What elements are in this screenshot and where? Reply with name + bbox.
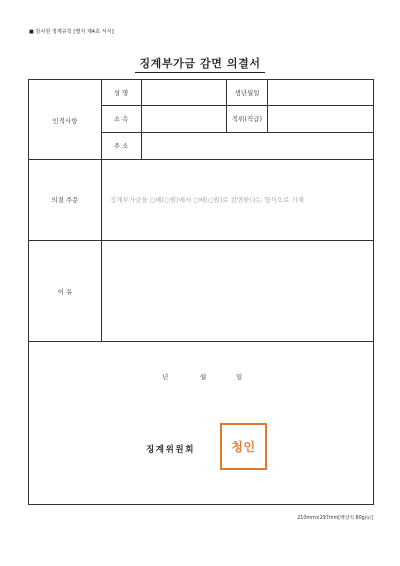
name-field[interactable] [142, 80, 226, 105]
reason-label: 이 유 [57, 288, 73, 296]
official-seal [220, 423, 267, 470]
decision-label: 의결 주문 [51, 196, 79, 204]
paper-spec: 210mm×297mm[백상지 80g/㎡] [297, 516, 373, 521]
document-title: 징계부가금 감면 의결서 [135, 57, 264, 73]
date-year-label: 년 [162, 373, 169, 381]
seal-text: 청인 [231, 440, 256, 454]
name-label: 성 명 [113, 89, 129, 97]
address-field[interactable] [142, 133, 373, 159]
reason-field[interactable] [102, 241, 373, 341]
position-label: 직위(직급) [231, 115, 263, 123]
date-day-label: 일 [236, 373, 243, 381]
mid-column-divider [226, 79, 227, 132]
separator-reason [28, 341, 374, 342]
birth-field[interactable] [268, 80, 373, 105]
date-month-label: 월 [200, 373, 207, 381]
position-field[interactable] [268, 106, 373, 132]
address-label: 주 소 [113, 142, 129, 150]
decision-field[interactable] [102, 160, 373, 240]
dept-label: 소 속 [113, 115, 129, 123]
dept-field[interactable] [142, 106, 226, 132]
birth-label: 생년월일 [234, 89, 260, 97]
decision-guide-text: 징계부가금을 ○배(○원)에서 ○배(○원)로 감면한다는 형식으로 기재 [110, 196, 304, 204]
form-reference: ■ 감사원 징계규칙 [별지 제4호 서식] [29, 29, 114, 35]
personal-section-label: 인적사항 [52, 117, 78, 125]
committee-name: 징계위원회 [146, 445, 196, 455]
